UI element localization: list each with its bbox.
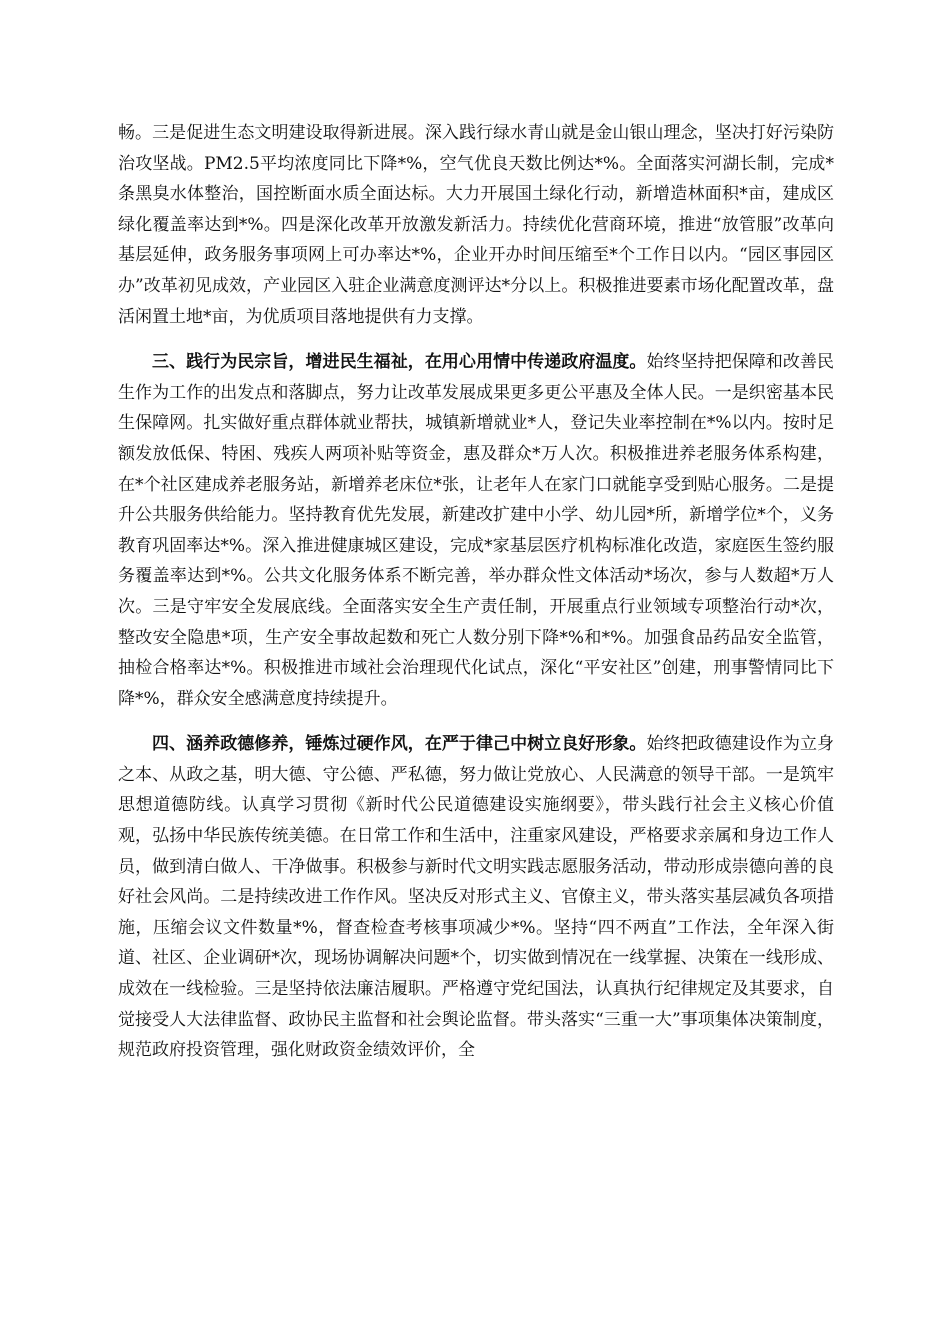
section-heading-four: 四、涵养政德修养，锤炼过硬作风，在严于律己中树立良好形象。 bbox=[152, 734, 647, 755]
section-heading-three: 三、践行为民宗旨，增进民生福祉，在用心用情中传递政府温度。 bbox=[152, 352, 647, 373]
paragraph-section-three bbox=[118, 347, 834, 714]
document-body bbox=[118, 118, 834, 1081]
paragraph-ecology-reform bbox=[118, 118, 834, 332]
paragraph-text: 始终把政德建设作为立身之本、从政之基，明大德、守公德、严私德，努力做让党放心、人民满意的领导干部。一是筑牢思想道德防线。认真学习贯彻《新时代公民道德建设实施纲要》，带头践行社会主义核心价值观，弘扬中华民族传统美德。在日常工作和生活中，注重家风建设，严格要求亲属和身边工作人员，做到清白做人、干净做事。积极参与新时代文明实践志愿服务活动，带动形成崇德向善的良好社会风尚。二是持续改进工作作风。坚决反对形式主义、官僚主义，带头落实基层减负各项措施，压缩会议文件数量*%，督查检查考核事项减少*%。坚持“四不两直”工作法，全年深入街道、社区、企业调研*次，现场协调解决问题*个，切实做到情况在一线掌握、决策在一线形成、成效在一线检验。三是坚持依法廉洁履职。严格遵守党纪国法，认真执行纪律规定及其要求，自觉接受人大法律监督、政协民主监督和社会舆论监督。带头落实“三重一大”事项集体决策制度，规范政府投资管理，强化财政资金绩效评价，全 bbox=[118, 734, 835, 1061]
paragraph-section-four bbox=[118, 729, 834, 1066]
paragraph-text: 始终坚持把保障和改善民生作为工作的出发点和落脚点，努力让改革发展成果更多更公平惠及全体人民。一是织密基本民生保障网。扎实做好重点群体就业帮扶，城镇新增就业*人，登记失业率控制在*%以内。按时足额发放低保、特困、残疾人两项补贴等资金，惠及群众*万人次。积极推进养老服务体系构建，在*个社区建成养老服务站，新增养老床位*张，让老年人在家门口就能享受到贴心服务。二是提升公共服务供给能力。坚持教育优先发展，新建改扩建中小学、幼儿园*所，新增学位*个，义务教育巩固率达*%。深入推进健康城区建设，完成*家基层医疗机构标准化改造，家庭医生签约服务覆盖率达到*%。公共文化服务体系不断完善，举办群众性文体活动*场次，参与人数超*万人次。三是守牢安全发展底线。全面落实安全生产责任制，开展重点行业领域专项整治行动*次，整改安全隐患*项，生产安全事故起数和死亡人数分别下降*%和*%。加强食品药品安全监管，抽检合格率达*%。积极推进市域社会治理现代化试点，深化“平安社区”创建，刑事警情同比下降*%，群众安全感满意度持续提升。 bbox=[118, 352, 835, 709]
paragraph-text: 畅。三是促进生态文明建设取得新进展。深入践行绿水青山就是金山银山理念，坚决打好污染防治攻坚战。PM2.5平均浓度同比下降*%，空气优良天数比例达*%。全面落实河湖长制，完成*条黑臭水体整治，国控断面水质全面达标。大力开展国土绿化行动，新增造林面积*亩，建成区绿化覆盖率达到*%。四是深化改革开放激发新活力。持续优化营商环境，推进“放管服”改革向基层延伸，政务服务事项网上可办率达*%，企业开办时间压缩至*个工作日以内。“园区事园区办”改革初见成效，产业园区入驻企业满意度测评达*分以上。积极推进要素市场化配置改革，盘活闲置土地*亩，为优质项目落地提供有力支撑。 bbox=[118, 123, 834, 327]
